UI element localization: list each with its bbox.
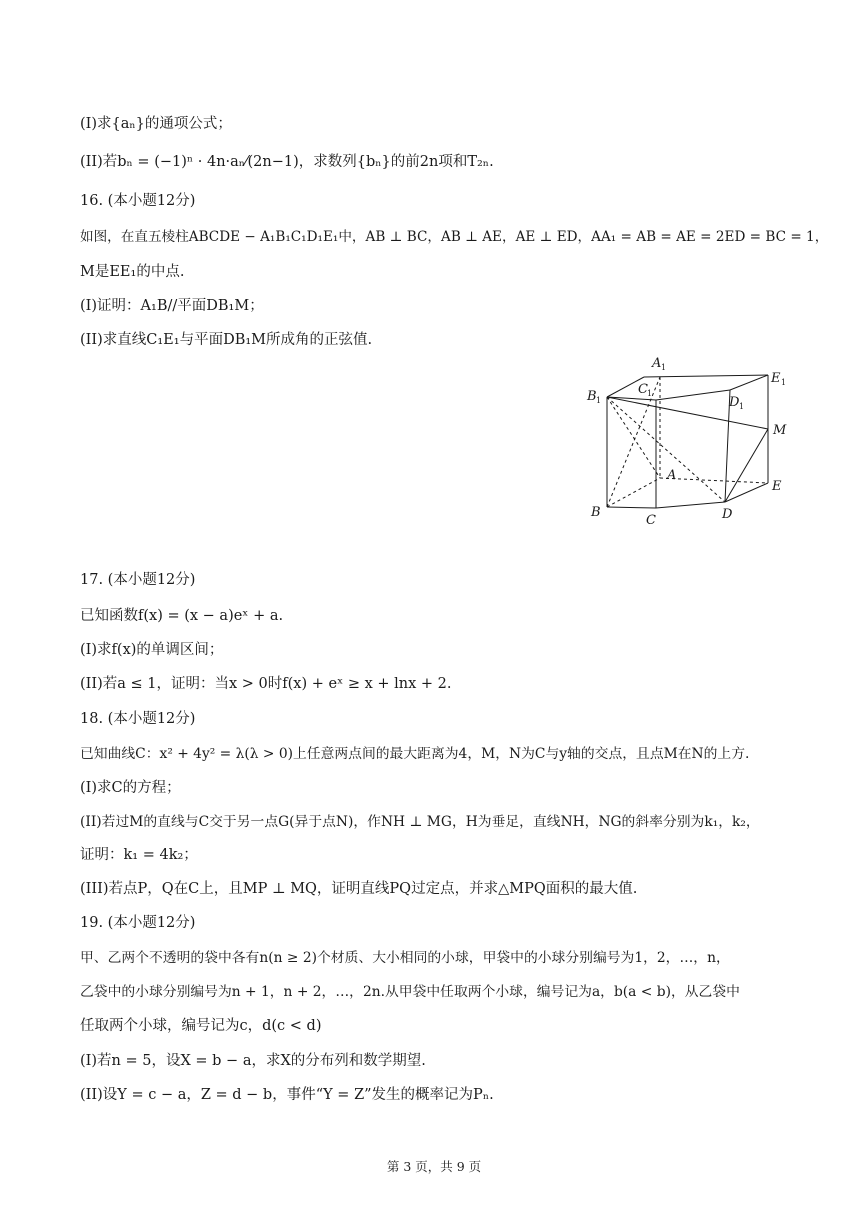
- prism-figure: [580, 352, 794, 532]
- question-18-header: 18. (本小题12分): [80, 711, 196, 727]
- question-18-part-1: (I)求C的方程；: [80, 780, 181, 796]
- label-A: A: [667, 468, 677, 483]
- question-16-header: 16. (本小题12分): [80, 193, 196, 209]
- label-D: D: [722, 507, 733, 522]
- label-E1: E: [771, 371, 781, 386]
- question-part-15-2: (II)若bₙ = (−1)ⁿ · 4n·aₙ⁄(2n−1)，求数列{bₙ}的前2n项和T₂ₙ.: [80, 154, 494, 170]
- question-17-stem: 已知函数f(x) = (x − a)eˣ + a.: [80, 608, 284, 624]
- label-C1: C: [638, 382, 648, 397]
- label-B1: B: [587, 389, 597, 404]
- question-18-part-2-proof: 证明：k₁ = 4k₂；: [80, 847, 198, 863]
- question-18-part-3: (III)若点P，Q在C上，且MP ⊥ MQ，证明直线PQ过定点，并求△MPQ面积的最大值.: [80, 881, 638, 897]
- label-B1-sub: 1: [596, 396, 602, 405]
- question-18-part-2: (II)若过M的直线与C交于另一点G(异于点N)，作NH ⊥ MG，H为垂足，直线NH，NG的斜率分别为k₁，k₂，: [80, 814, 760, 830]
- label-B: B: [591, 505, 601, 520]
- question-16-part-1: (I)证明：A₁B//平面DB₁M；: [80, 298, 264, 314]
- question-17-part-1: (I)求f(x)的单调区间；: [80, 642, 224, 658]
- question-16-part-2: (II)求直线C₁E₁与平面DB₁M所成角的正弦值.: [80, 332, 373, 348]
- label-D1-sub: 1: [739, 402, 745, 411]
- question-19-part-2: (II)设Y = c − a，Z = d − b，事件“Y = Z”发生的概率记为Pₙ.: [80, 1087, 494, 1103]
- question-part-15-1: (I)求{aₙ}的通项公式；: [80, 116, 232, 132]
- question-19-stem-3: 任取两个小球，编号记为c，d(c < d): [80, 1018, 322, 1034]
- label-C1-sub: 1: [647, 389, 653, 398]
- label-A1-sub: 1: [661, 363, 667, 372]
- question-16-stem-1: 如图，在直五棱柱ABCDE − A₁B₁C₁D₁E₁中，AB ⊥ BC，AB ⊥ AE，AE ⊥ ED，AA₁ = AB = AE = 2ED = BC = 1，: [80, 229, 829, 245]
- question-16-stem-2: M是EE₁的中点.: [80, 264, 185, 280]
- question-19-header: 19. (本小题12分): [80, 915, 196, 931]
- label-C: C: [646, 513, 656, 528]
- label-E: E: [772, 479, 782, 494]
- question-17-header: 17. (本小题12分): [80, 572, 196, 588]
- page-footer: 第 3 页，共 9 页: [386, 1159, 482, 1174]
- question-19-stem-1: 甲、乙两个不透明的袋中各有n(n ≥ 2)个材质、大小相同的小球，甲袋中的小球分别编号为1，2，…，n，: [80, 950, 730, 966]
- question-19-stem-2: 乙袋中的小球分别编号为n + 1，n + 2，…，2n.从甲袋中任取两个小球，编号记为a，b(a < b)，从乙袋中: [80, 984, 740, 1000]
- question-17-part-2: (II)若a ≤ 1，证明：当x > 0时f(x) + eˣ ≥ x + lnx + 2.: [80, 676, 452, 692]
- label-M: M: [773, 423, 787, 438]
- question-19-part-1: (I)若n = 5，设X = b − a，求X的分布列和数学期望.: [80, 1053, 426, 1069]
- question-18-stem: 已知曲线C：x² + 4y² = λ(λ > 0)上任意两点间的最大距离为4，M，N为C与y轴的交点，且点M在N的上方.: [80, 746, 750, 762]
- label-A1: A: [652, 356, 662, 371]
- label-E1-sub: 1: [781, 378, 787, 387]
- label-D1: D: [729, 395, 740, 410]
